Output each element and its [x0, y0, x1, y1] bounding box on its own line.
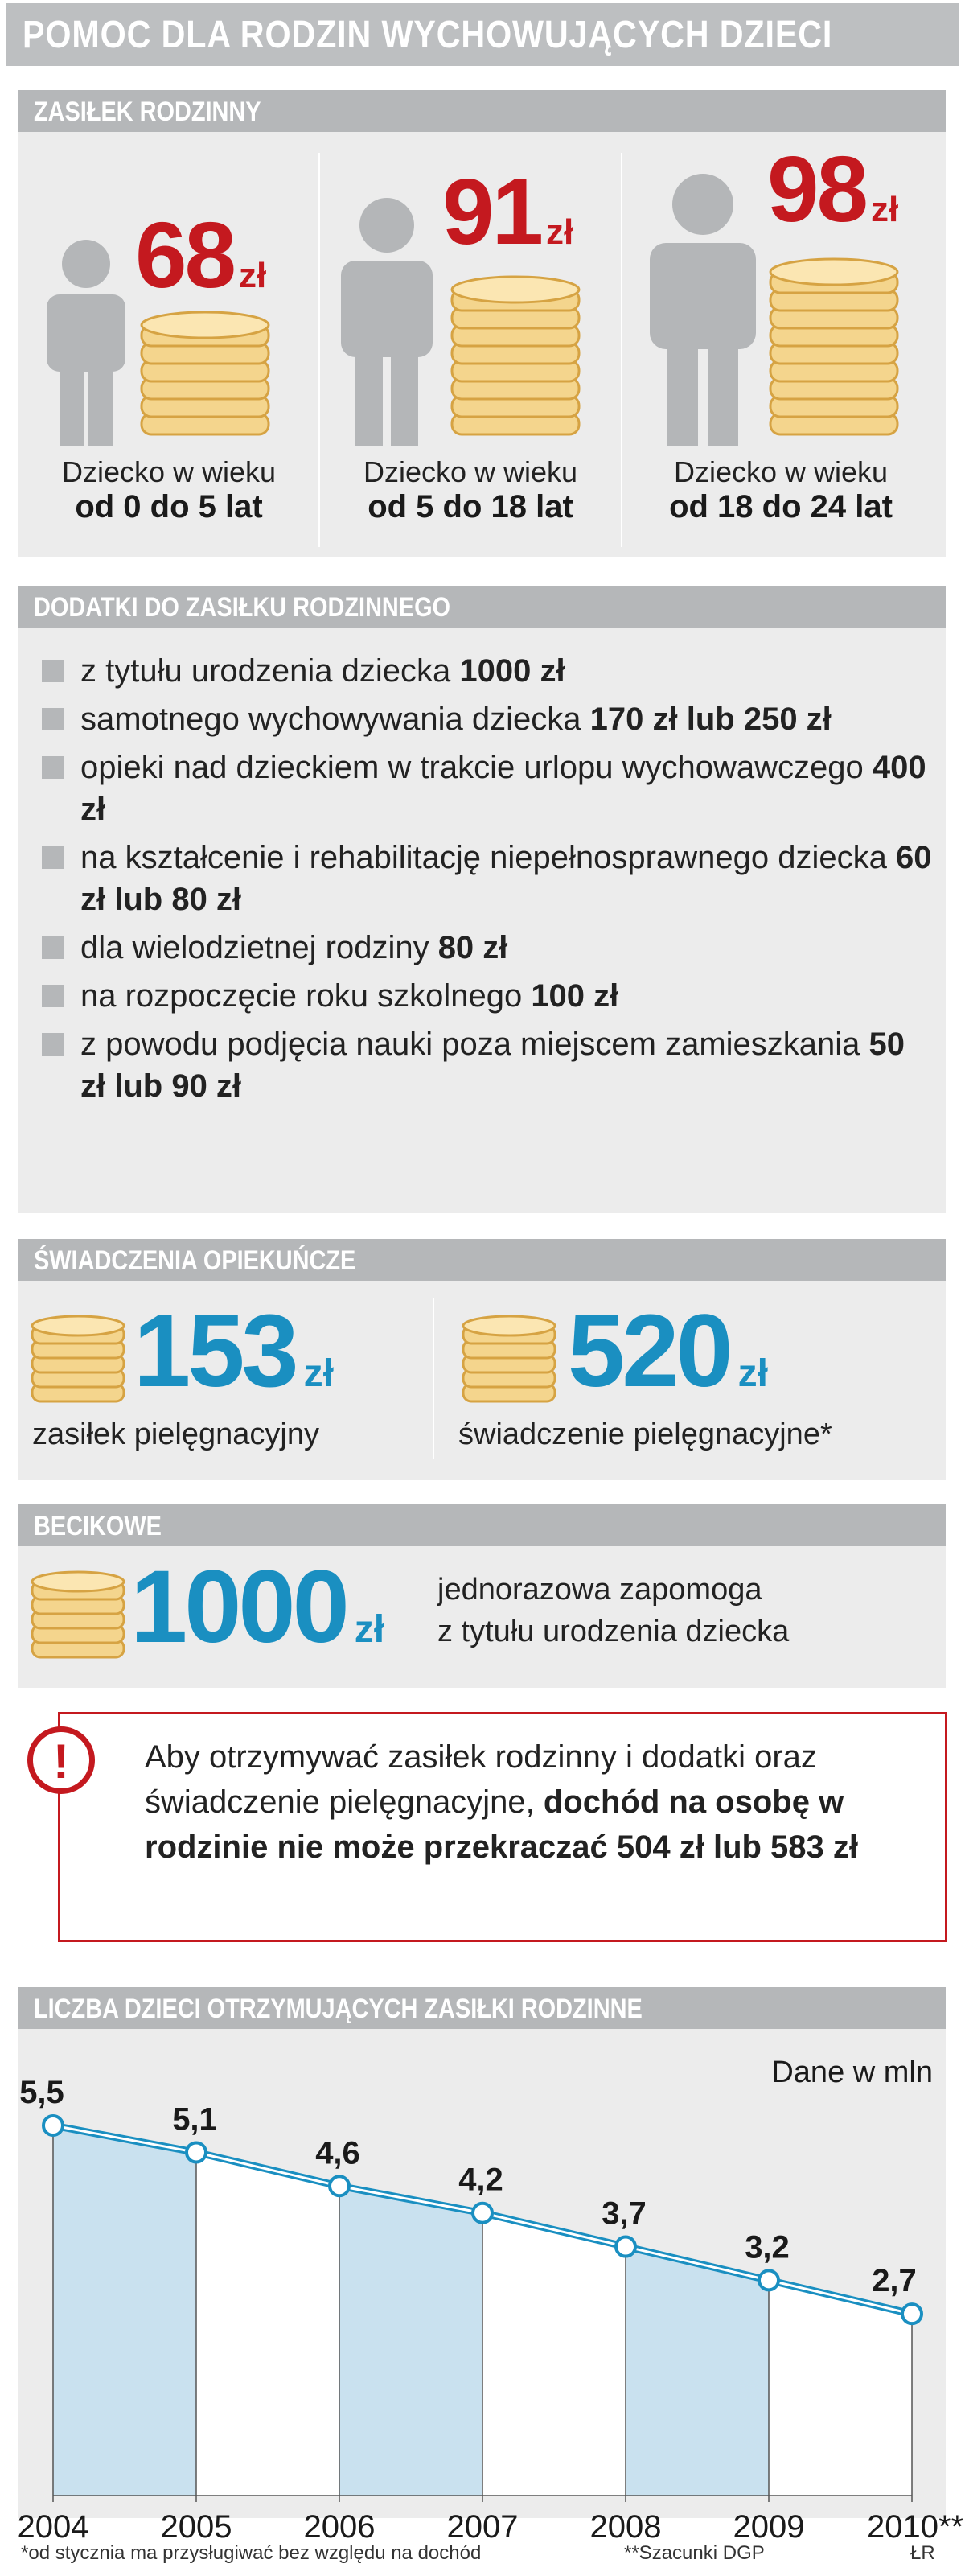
- divider: [433, 1298, 434, 1459]
- income-warning-text: Aby otrzymywać zasiłek rodzinny i dodatki oraz świadczenie pielęgnacyjne, dochód na osobę w rodzinie nie może przekraczać 504 zł lub 583 zł: [145, 1739, 859, 1865]
- supplements-header: DODATKI DO ZASIŁKU RODZINNEGO: [18, 586, 946, 628]
- data-label: 5,5: [19, 2075, 64, 2110]
- area-segment: [482, 2213, 626, 2496]
- area-segment: [196, 2152, 339, 2496]
- x-tick-label: 2009: [733, 2509, 805, 2545]
- bullet-square-icon: [42, 936, 64, 959]
- warning-icon: !: [27, 1726, 95, 1794]
- data-point: [902, 2304, 922, 2323]
- age-range-label: Dziecko w wieku od 5 do 18 lat: [363, 455, 578, 525]
- data-point: [43, 2116, 63, 2135]
- title-bar: [6, 3, 959, 66]
- divider: [621, 153, 622, 547]
- children-allowance-chart: [0, 2029, 965, 2545]
- data-label: 5,1: [172, 2101, 217, 2138]
- x-tick-label: 2005: [160, 2509, 232, 2545]
- area-segment: [339, 2186, 482, 2496]
- unit-label: Dane w mln: [771, 2055, 933, 2089]
- footnote-szacunki: **Szacunki DGP: [624, 2542, 765, 2564]
- bullet-square-icon: [42, 708, 64, 730]
- person-small-icon: [42, 238, 130, 446]
- person-large-icon: [647, 172, 759, 446]
- bullet-square-icon: [42, 1033, 64, 1056]
- footnote-author: ŁR: [910, 2542, 935, 2564]
- footnote-dochod: *od stycznia ma przysługiwać bez względu na dochód: [21, 2542, 482, 2564]
- allowance-amount: 98 zł: [767, 137, 899, 241]
- bullet-square-icon: [42, 846, 64, 869]
- area-segment: [626, 2247, 769, 2496]
- bullet-square-icon: [42, 756, 64, 779]
- data-point: [616, 2237, 635, 2257]
- page-title: POMOC DLA RODZIN WYCHOWUJĄCYCH DZIECI: [23, 14, 833, 56]
- x-tick-label: 2008: [589, 2509, 662, 2545]
- age-range-label: Dziecko w wieku od 18 do 24 lat: [669, 455, 893, 525]
- age-range-label: Dziecko w wieku od 0 do 5 lat: [61, 455, 277, 525]
- data-point: [187, 2142, 206, 2162]
- data-label: 2,7: [872, 2263, 917, 2299]
- divider: [318, 153, 320, 547]
- list-item: z powodu podjęcia nauki poza miejscem zamieszkania 50 zł lub 90 zł: [32, 1023, 933, 1107]
- bullet-square-icon: [42, 985, 64, 1007]
- coin-stack-icon: [447, 261, 584, 451]
- data-label: 3,7: [602, 2195, 647, 2232]
- x-tick-label: 2010**: [867, 2509, 964, 2545]
- data-label: 4,2: [458, 2162, 503, 2198]
- care-benefits-header: ŚWIADCZENIA OPIEKUŃCZE: [18, 1239, 946, 1281]
- area-segment: [53, 2125, 196, 2496]
- becikowe-amount: 1000 zł: [130, 1549, 385, 1665]
- supplements-list: [32, 650, 933, 1113]
- allowance-amount: 91 zł: [442, 159, 574, 264]
- list-item: dla wielodzietnej rodziny 80 zł: [32, 927, 933, 969]
- data-point: [330, 2176, 349, 2195]
- list-item: z tytułu urodzenia dziecka 1000 zł: [32, 650, 933, 692]
- becikowe-description: jednorazowa zapomoga z tytułu urodzenia dziecka: [437, 1573, 790, 1648]
- becikowe-header: BECIKOWE: [18, 1504, 946, 1546]
- care-amount: 520 zł: [568, 1294, 768, 1409]
- care-label: świadczenie pielęgnacyjne*: [458, 1418, 832, 1451]
- data-point: [759, 2270, 778, 2290]
- bullet-square-icon: [42, 660, 64, 682]
- person-medium-icon: [336, 196, 437, 446]
- coin-stack-icon: [460, 1313, 558, 1408]
- data-label: 4,6: [315, 2135, 360, 2171]
- x-tick-label: 2006: [303, 2509, 376, 2545]
- list-item: na rozpoczęcie roku szkolnego 100 zł: [32, 975, 933, 1017]
- care-label: zasiłek pielęgnacyjny: [32, 1418, 319, 1451]
- coin-stack-icon: [29, 1313, 127, 1408]
- list-item: samotnego wychowywania dziecka 170 zł lub 250 zł: [32, 698, 933, 740]
- x-tick-label: 2004: [17, 2509, 89, 2545]
- allowance-amount: 68 zł: [135, 203, 267, 307]
- list-item: na kształcenie i rehabilitację niepełnosprawnego dziecka 60 zł lub 80 zł: [32, 837, 933, 920]
- family-allowance-header: ZASIŁEK RODZINNY: [18, 90, 946, 132]
- list-item: opieki nad dzieckiem w trakcie urlopu wychowawczego 400 zł: [32, 747, 933, 830]
- coin-stack-icon: [29, 1569, 127, 1664]
- coin-stack-icon: [137, 309, 273, 451]
- care-amount: 153 zł: [133, 1294, 334, 1409]
- data-point: [473, 2204, 492, 2223]
- x-tick-label: 2007: [446, 2509, 519, 2545]
- chart-header: LICZBA DZIECI OTRZYMUJĄCYCH ZASIŁKI RODZINNE: [18, 1987, 946, 2029]
- data-label: 3,2: [745, 2229, 790, 2265]
- coin-stack-icon: [766, 241, 902, 451]
